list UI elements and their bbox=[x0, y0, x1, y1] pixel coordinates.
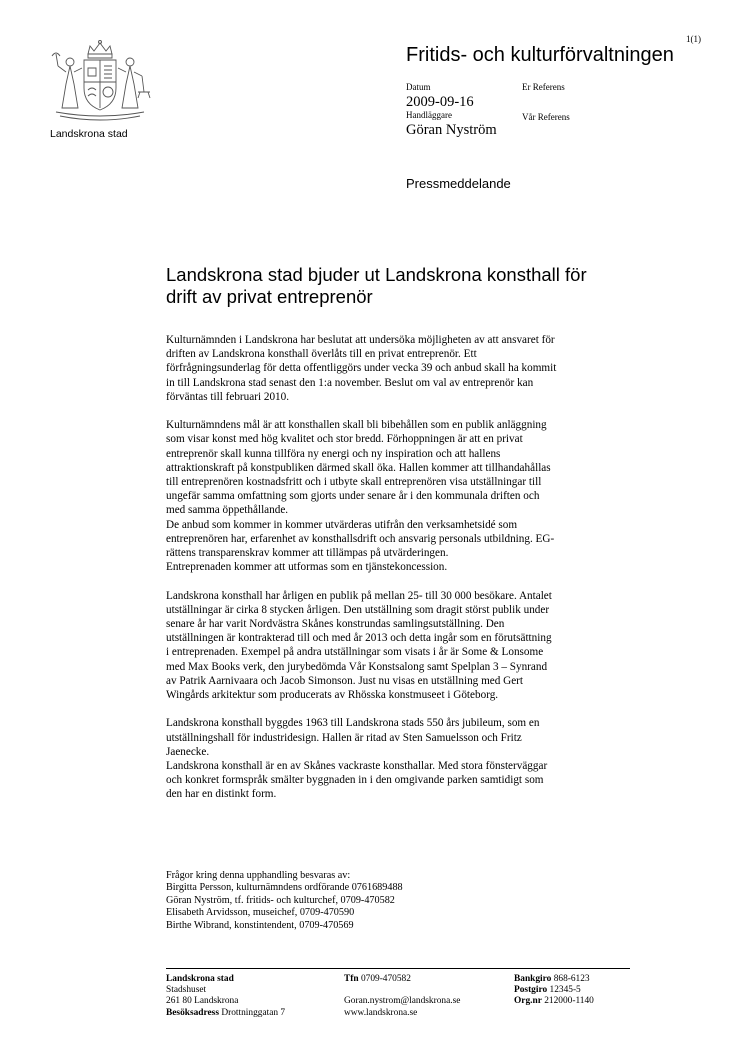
footer-tfn-value: 0709-470582 bbox=[360, 974, 411, 984]
city-logo bbox=[40, 38, 160, 148]
footer-orgnr-label: Org.nr bbox=[514, 996, 542, 1007]
contact-list bbox=[166, 870, 403, 932]
text-line: entreprenör skall kunna tillföra ny energi och ny inspiration och att hallens bbox=[166, 447, 501, 460]
logo-name: Landskrona stad bbox=[50, 128, 128, 140]
footer-postgiro-label: Postgiro bbox=[514, 985, 548, 996]
footer-postgiro-value: 12345-5 bbox=[549, 985, 581, 996]
text-line: Wingårds arkitektur som producerats av Rhösska konstmuseet i Göteborg. bbox=[166, 689, 499, 702]
footer-postal: 261 80 Landskrona bbox=[166, 996, 239, 1007]
paragraph bbox=[166, 418, 656, 517]
footer-tfn-label: Tfn bbox=[344, 974, 359, 984]
footer-building: Stadshuset bbox=[166, 985, 207, 996]
footer-org-name: Landskrona stad bbox=[166, 974, 234, 984]
text-line: i entreprenaden. Exempel på andra utställningar som visats i år är Some & Lonsome bbox=[166, 646, 544, 659]
footer-bankgiro-value: 868-6123 bbox=[553, 974, 590, 984]
text-line: ungefär samma omfattning som gjorts under senare år i den kommunala driften och bbox=[166, 490, 540, 503]
text-line: in till Landskrona stad senast den 1:a november. Beslut om val av entreprenör kan bbox=[166, 376, 534, 389]
footer-email-link[interactable]: Goran.nystrom@landskrona.se bbox=[344, 996, 461, 1007]
headline-line: Landskrona stad bjuder ut Landskrona konsthall för bbox=[166, 264, 587, 285]
text-line: rättens transparenskrav kommer att tillämpas på utvärderingen. bbox=[166, 547, 449, 560]
text-line: och konkret formspråk smälter byggnaden in i den omgivande parken samtidigt som bbox=[166, 774, 544, 787]
text-line: förväntas till februari 2010. bbox=[166, 390, 290, 403]
text-line: driften av Landskrona konsthall överlåts till en privat entreprenör. Ett bbox=[166, 348, 477, 361]
text-line: med samma öppethållande. bbox=[166, 504, 289, 517]
er-referens-label: Er Referens bbox=[522, 82, 565, 92]
footer-visit-value: Drottninggatan 7 bbox=[221, 1007, 286, 1018]
text-line: till entreprenören kostnadsfritt och i utbyte skall entreprenören visa utställningar till bbox=[166, 476, 542, 489]
paragraph bbox=[166, 589, 656, 703]
text-line: Landskrona konsthall har årligen en publik på mellan 25- till 30 000 besökare. Antalet bbox=[166, 589, 552, 602]
text-line: förfrågningsunderlag för detta offentliggörs under vecka 39 och anbud skall ha kommit bbox=[166, 362, 557, 375]
text-line: Landskrona konsthall byggdes 1963 till Landskrona stads 550 års jubileum, som en bbox=[166, 717, 540, 730]
footer-bankgiro-label: Bankgiro bbox=[514, 974, 552, 984]
footer-address bbox=[166, 974, 285, 1019]
body-text bbox=[166, 333, 656, 816]
footer-payment bbox=[514, 974, 594, 1008]
text-line: av Patrik Aarnivaara och Jacob Simonson. Just nu visas en utställning med Gert bbox=[166, 674, 524, 687]
footer-visit-label: Besöksadress bbox=[166, 1007, 219, 1018]
text-line: som visar konst med hög kvalitet och stor bredd. Förhoppningen är att en privat bbox=[166, 433, 523, 446]
footer-orgnr-value: 212000-1140 bbox=[544, 996, 594, 1007]
text-line: entreprenören har, erfarenhet av konsthallsdrift och ansvarig personals utbildning. EG- bbox=[166, 532, 555, 545]
datum-label: Datum bbox=[406, 82, 431, 92]
paragraph bbox=[166, 333, 656, 404]
text-line: Landskrona konsthall är en av Skånes vackraste konsthallar. Med stora fönsterväggar bbox=[166, 760, 548, 773]
contact-line: Göran Nyström, tf. fritids- och kulturchef, 0709-470582 bbox=[166, 894, 395, 906]
headline bbox=[166, 264, 666, 308]
paragraph bbox=[166, 759, 656, 802]
text-line: attraktionskraft på konstpubliken därmed skall öka. Hallen kommer att tillhandahållas bbox=[166, 461, 551, 474]
paragraph bbox=[166, 716, 656, 759]
page-number: 1(1) bbox=[686, 34, 701, 44]
headline-line: drift av privat entreprenör bbox=[166, 286, 373, 307]
text-line: Entreprenaden kommer att utformas som en tjänstekoncession. bbox=[166, 561, 448, 574]
text-line: Kulturnämndens mål är att konsthallen skall bli bibehållen som en publik anläggning bbox=[166, 419, 547, 432]
contact-line: Birthe Wibrand, konstintendent, 0709-470569 bbox=[166, 919, 354, 931]
text-line: Kulturnämnden i Landskrona har beslutat att undersöka möjligheten av att ansvaret för bbox=[166, 334, 555, 346]
text-line: utställningen är kontrakterad till och med år 2013 och detta ingår som en förutsättning bbox=[166, 632, 552, 645]
text-line: utställningshall för industridesign. Hallen är ritad av Sten Samuelsson och Fritz bbox=[166, 731, 522, 744]
contact-line: Elisabeth Arvidsson, museichef, 0709-470590 bbox=[166, 907, 355, 919]
handlaggare-label: Handläggare bbox=[406, 110, 452, 120]
text-line: utställningar är cirka 8 stycken årligen. Den utställning som dragit störst publik under bbox=[166, 603, 550, 616]
var-referens-label: Vår Referens bbox=[522, 112, 570, 122]
paragraph bbox=[166, 560, 656, 574]
paragraph bbox=[166, 518, 656, 561]
handlaggare-value: Göran Nyström bbox=[406, 122, 497, 138]
text-line: den har en distinkt form. bbox=[166, 788, 277, 801]
document-type: Pressmeddelande bbox=[406, 176, 511, 191]
text-line: med Max Books verk, den jurybedömda Vår Konstsalong samt Spelplan 3 – Synrand bbox=[166, 660, 548, 673]
footer-contact bbox=[344, 974, 460, 1019]
department-name: Fritids- och kulturförvaltningen bbox=[406, 44, 674, 66]
text-line: senare år har varit Nordvästra Skånes konstrundas samlingsutställning. Den bbox=[166, 618, 505, 631]
text-line: De anbud som kommer in kommer utvärderas utifrån den verksamhetsidé som bbox=[166, 518, 518, 531]
contact-intro: Frågor kring denna upphandling besvaras av: bbox=[166, 870, 351, 881]
contact-line: Birgitta Persson, kulturnämndens ordförande 0761689488 bbox=[166, 882, 403, 894]
coat-of-arms-icon bbox=[46, 38, 154, 126]
text-line: Jaenecke. bbox=[166, 745, 210, 758]
datum-value: 2009-09-16 bbox=[406, 94, 474, 110]
footer-web-link[interactable]: www.landskrona.se bbox=[344, 1007, 418, 1018]
footer-divider bbox=[166, 968, 630, 969]
